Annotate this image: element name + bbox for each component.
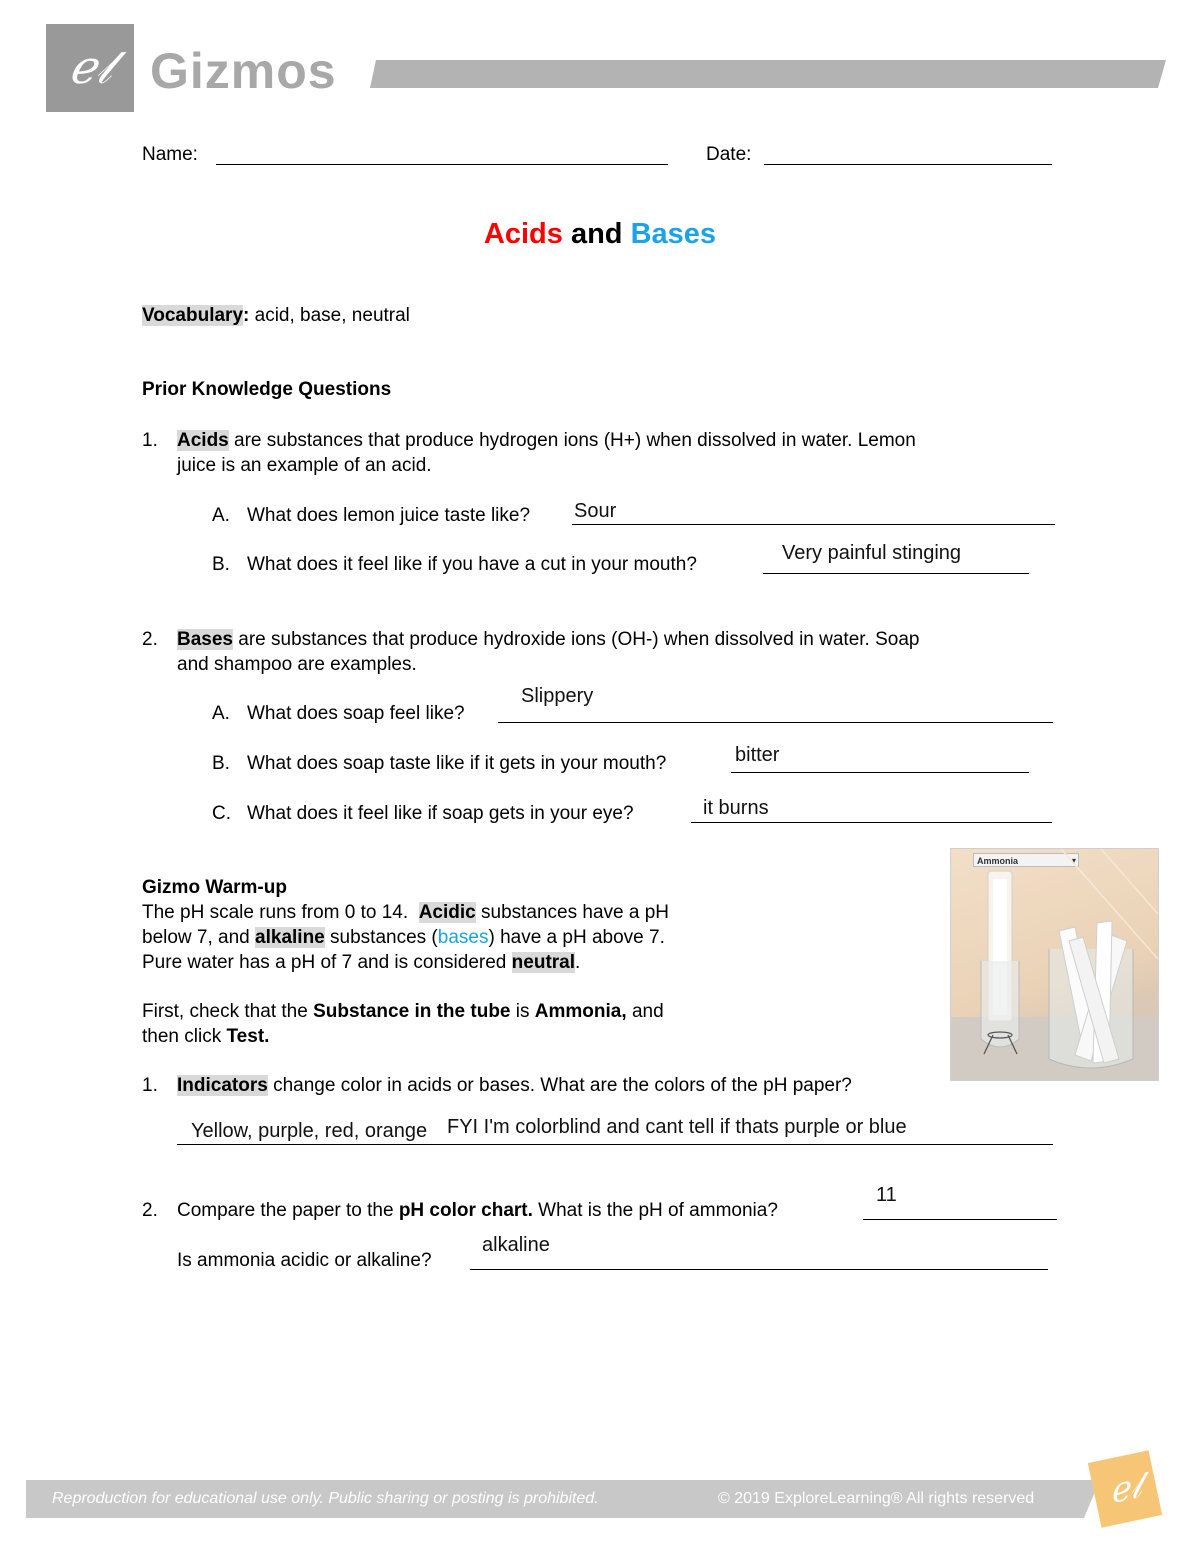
- q2b-answer-line[interactable]: [731, 772, 1029, 773]
- warmup-text: substances have a pH: [481, 902, 670, 923]
- title-acids: Acids: [483, 218, 563, 250]
- warmup-text: Pure water has a pH of 7 and is considered: [142, 952, 507, 973]
- warmup-q2-line: [177, 1200, 778, 1222]
- warmup-heading: Gizmo Warm-up: [142, 877, 287, 898]
- q1a-answer: Sour: [574, 500, 617, 522]
- q1a-answer-line[interactable]: [572, 524, 1055, 525]
- warmup-text: below 7, and: [142, 927, 250, 948]
- q1-text-line1: [177, 430, 916, 452]
- q2a-letter: A.: [212, 703, 230, 724]
- warmup-text: and: [631, 1001, 664, 1022]
- neutral-term: neutral: [511, 952, 576, 973]
- q2a-answer-line[interactable]: [498, 722, 1053, 723]
- name-label: Name:: [142, 144, 198, 165]
- q2-number: 2.: [142, 629, 158, 650]
- q2b-question: What does soap taste like if it gets in your mouth?: [247, 753, 667, 774]
- test-tube-scene: [951, 849, 1158, 1080]
- warmup-text: then click: [142, 1026, 222, 1047]
- q2-text: are substances that produce hydroxide ions (OH-) when dissolved in water. Soap: [238, 629, 920, 650]
- chevron-down-icon: ▾: [1071, 856, 1076, 865]
- q1b-letter: B.: [212, 554, 230, 575]
- header-bar: [370, 60, 1166, 88]
- warmup-q1-answer-line[interactable]: [177, 1144, 1053, 1145]
- substance-term: Substance in the tube: [313, 1001, 511, 1022]
- warmup-q2-answer: 11: [876, 1184, 897, 1206]
- title-and: and: [570, 218, 623, 250]
- warmup-q2-sub-question: Is ammonia acidic or alkaline?: [177, 1250, 432, 1271]
- warmup-q2-text: Compare the paper to the: [177, 1200, 394, 1221]
- warmup-q1-answer1: Yellow, purple, red, orange: [191, 1120, 428, 1142]
- warmup-q1-line: [177, 1075, 852, 1097]
- indicators-term: Indicators: [177, 1075, 268, 1096]
- warmup-q2-text: What is the pH of ammonia?: [538, 1200, 778, 1221]
- warmup-q2-number: 2.: [142, 1200, 158, 1221]
- q1b-answer: Very painful stinging: [782, 542, 962, 564]
- warmup-q1-number: 1.: [142, 1075, 158, 1096]
- q2b-answer: bitter: [735, 744, 780, 766]
- q2c-answer: it burns: [703, 797, 769, 819]
- q2-term: Bases: [177, 629, 233, 650]
- alkaline-term: alkaline: [255, 927, 325, 948]
- warmup-p2-line2: [142, 1026, 269, 1048]
- warmup-p1-line2: [142, 927, 665, 949]
- q2c-question: What does it feel like if soap gets in your eye?: [247, 803, 634, 824]
- q2b-letter: B.: [212, 753, 230, 774]
- gizmos-logo: [46, 24, 134, 112]
- ph-chart-term: pH color chart.: [398, 1200, 533, 1221]
- vocabulary-colon: :: [243, 305, 250, 326]
- footer-disclaimer: Reproduction for educational use only. Public sharing or posting is prohibited.: [52, 1490, 599, 1507]
- title-bases: Bases: [630, 218, 717, 250]
- warmup-q1-answer2: FYI I'm colorblind and cant tell if thats purple or blue: [447, 1116, 907, 1138]
- q2-text-line2: and shampoo are examples.: [177, 654, 417, 675]
- gizmo-simulation-image: [950, 848, 1159, 1081]
- q2c-answer-line[interactable]: [691, 822, 1052, 823]
- q1-text: are substances that produce hydrogen ions (H+) when dissolved in water. Lemon: [234, 430, 916, 451]
- q1a-question: What does lemon juice taste like?: [247, 505, 531, 526]
- date-field[interactable]: [764, 164, 1052, 165]
- footer-copyright: © 2019 ExploreLearning® All rights reserved: [718, 1490, 1035, 1507]
- vocabulary-label: Vocabulary: [142, 305, 244, 326]
- warmup-p2-line1: [142, 1001, 664, 1023]
- brand-name: Gizmos: [150, 43, 337, 99]
- q2-text-line1: [177, 629, 919, 651]
- acidic-term: Acidic: [418, 902, 476, 923]
- q1-term: Acids: [177, 430, 229, 451]
- q1-text-line2: juice is an example of an acid.: [177, 455, 432, 476]
- bases-term: bases: [437, 927, 489, 948]
- warmup-text: ) have a pH above 7.: [488, 927, 665, 948]
- warmup-q2-answer-line[interactable]: [863, 1219, 1057, 1220]
- warmup-text: The pH scale runs from 0 to 14.: [142, 902, 409, 923]
- warmup-p1-line3: [142, 952, 580, 974]
- vocabulary-terms: acid, base, neutral: [254, 305, 410, 326]
- warmup-q2-sub-answer-line[interactable]: [470, 1269, 1048, 1270]
- name-field[interactable]: [216, 164, 668, 165]
- substance-select-value: Ammonia: [977, 856, 1019, 866]
- test-term: Test.: [226, 1026, 270, 1047]
- warmup-text: is: [515, 1001, 530, 1022]
- vocabulary-line: [142, 305, 410, 327]
- explorelearning-logo: ℯ𝓁: [1088, 1450, 1162, 1527]
- q2c-letter: C.: [212, 803, 231, 824]
- page-title: [0, 218, 1200, 251]
- warmup-text: First, check that the: [142, 1001, 308, 1022]
- ammonia-term: Ammonia,: [534, 1001, 627, 1022]
- q1b-answer-line[interactable]: [763, 573, 1029, 574]
- warmup-q1-question: change color in acids or bases. What are the colors of the pH paper?: [273, 1075, 852, 1096]
- q1a-letter: A.: [212, 505, 230, 526]
- warmup-text: .: [575, 952, 581, 973]
- el-logo-glyph: ℯ𝓁: [68, 40, 112, 94]
- date-label: Date:: [706, 144, 752, 165]
- q2a-question: What does soap feel like?: [247, 703, 465, 724]
- q1b-question: What does it feel like if you have a cut in your mouth?: [247, 554, 697, 575]
- q2a-answer: Slippery: [521, 685, 594, 707]
- warmup-p1-line1: [142, 902, 669, 924]
- prior-knowledge-heading: Prior Knowledge Questions: [142, 379, 392, 400]
- warmup-text: substances (: [330, 927, 438, 948]
- warmup-q2-sub-answer: alkaline: [482, 1234, 550, 1256]
- q1-number: 1.: [142, 430, 158, 451]
